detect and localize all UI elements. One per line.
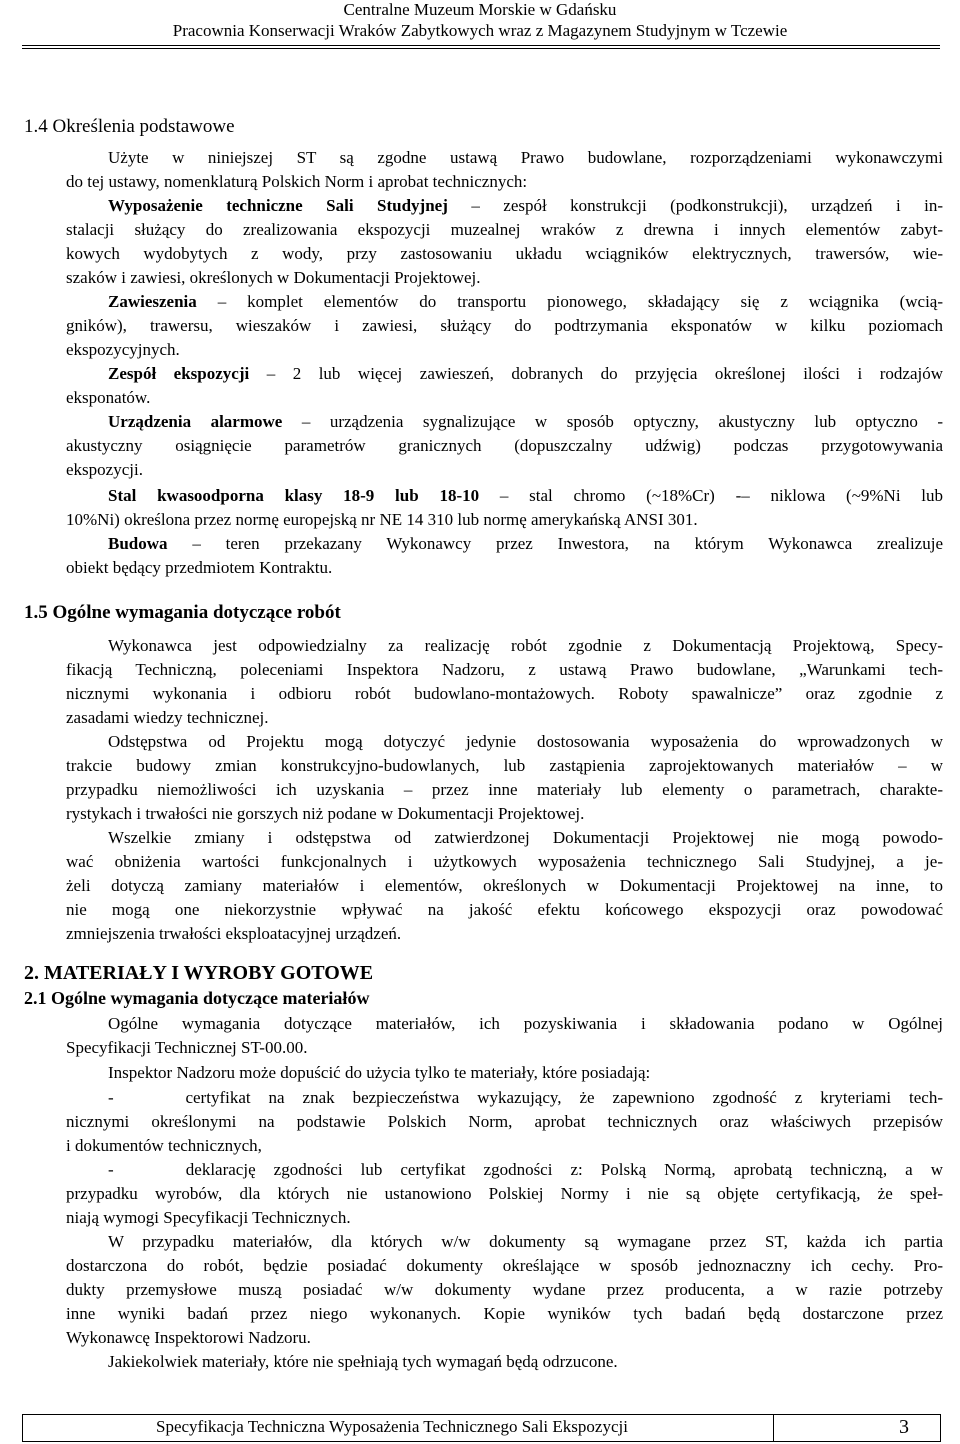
page-number: 3	[899, 1416, 909, 1438]
header-department: Pracownia Konserwacji Wraków Zabytkowych wraz z Magazynem Studyjnym w Tczewie	[172, 21, 788, 40]
text-line: zasadami wiedzy technicznej.	[66, 708, 269, 727]
text-line: obiekt będący przedmiotem Kontraktu.	[66, 558, 333, 577]
definition-line: Urządzenia alarmowe – urządzenia sygnalizujące w sposób optyczny, akustyczny lub optyczno -	[108, 412, 944, 431]
text-line: nicznymi określonymi na podstawie Polskich Norm, aprobat technicznych oraz właściwych przepisów	[66, 1112, 943, 1131]
text-line: Jakiekolwiek materiały, które nie spełniają tych wymagań będą odrzucone.	[108, 1352, 618, 1371]
definition-term: Zespół ekspozycji	[108, 364, 250, 383]
text-line: Wykonawca jest odpowiedzialny za realizację robót zgodnie z Dokumentacją Projektową, Specy-	[108, 636, 943, 655]
header-rule-2	[22, 48, 940, 49]
list-item-line: - deklarację zgodności lub certyfikat zgodności z: Polską Normą, aprobatą techniczną, a w	[108, 1160, 943, 1179]
text-line: i dokumentów technicznych,	[66, 1136, 262, 1155]
text-line: Wykonawcę Inspektorowi Nadzoru.	[66, 1328, 311, 1347]
text-line: akustyczny osiągnięcie parametrów granicznych (dopuszczalny udźwig) podczas przygotowywania	[66, 436, 943, 455]
definition-line: Zawieszenia – komplet elementów do transportu pionowego, składający się z wciągnika (wcią-	[108, 292, 944, 311]
text-line: wać obniżenia wartości funkcjonalnych i użytkowych wyposażenia technicznego Sali Studyjnej, a je-	[66, 852, 943, 871]
text-line: dukty przemysłowe muszą posiadać w/w dokumenty wydane przez producenta, a w razie potrzeby	[66, 1280, 943, 1299]
text-line: przypadku niemożliwości ich uzyskania – przez inne materiały lub elementy o parametrach, charakte-	[66, 780, 943, 799]
definition-term: Wyposażenie techniczne Sali Studyjnej	[108, 196, 448, 215]
text-line: stalacji służący do zrealizowania ekspozycji muzealnej wraków z drewna i innych elementów zabyt-	[66, 220, 943, 239]
text-line: Użyte w niniejszej ST są zgodne ustawą Prawo budowlane, rozporządzeniami wykonawczymi	[108, 148, 943, 167]
text-line: Wszelkie zmiany i odstępstwa od zatwierdzonej Dokumentacji Projektowej nie mogą powodo-	[108, 828, 943, 847]
text-line: żeli dotyczą zamiany materiałów i elementów, określonych w Dokumentacji Projektowej na inne, to	[66, 876, 943, 895]
footer	[22, 1414, 941, 1442]
definition-term: Urządzenia alarmowe	[108, 412, 283, 431]
text-line: Ogólne wymagania dotyczące materiałów, ich pozyskiwania i składowania podano w Ogólnej	[108, 1014, 943, 1033]
text-line: niają wymogi Specyfikacji Technicznych.	[66, 1208, 351, 1227]
text-line: szaków i zawiesi, określonych w Dokumentacji Projektowej.	[66, 268, 481, 287]
footer-divider	[773, 1415, 774, 1441]
text-line: inne wyniki badań przez niego wykonanych. Kopie wyników tych badań będą dostarczone przez	[66, 1304, 943, 1323]
text-line: gników), trawersu, wieszaków i zawiesi, służący do podtrzymania eksponatów w kilku poziomach	[66, 316, 943, 335]
definition-term: Stal kwasoodporna klasy 18-9 lub 18-10	[108, 486, 480, 505]
text-line: ekspozycji.	[66, 460, 143, 479]
text-line: nie mogą one niekorzystnie wpływać na jakość efektu końcowego ekspozycji oraz powodować	[66, 900, 943, 919]
text-line: nicznymi wykonania i odbioru robót budowlano-montażowych. Roboty spawalnicze” oraz zgodnie z	[66, 684, 943, 703]
text-line: eksponatów.	[66, 388, 151, 407]
definition-line: Budowa – teren przekazany Wykonawcy przez Inwestora, na którym Wykonawca zrealizuje	[108, 534, 943, 553]
definition-line: Zespół ekspozycji – 2 lub więcej zawieszeń, dobranych do przyjęcia określonej ilości i rodzajów	[108, 364, 943, 383]
text-line: Odstępstwa od Projektu mogą dotyczyć jedynie dostosowania wyposażenia do wprowadzonych w	[108, 732, 943, 751]
definition-line: Wyposażenie techniczne Sali Studyjnej – zespół konstrukcji (podkonstrukcji), urządzeń i in-	[108, 196, 944, 215]
chapter-heading-2: 2. MATERIAŁY I WYROBY GOTOWE	[24, 962, 374, 984]
text-line: fikacją Techniczną, poleceniami Inspektora Nadzoru, z ustawą Prawo budowlane, „Warunkami tech-	[66, 660, 943, 679]
definition-line: Stal kwasoodporna klasy 18-9 lub 18-10 – stal chromo (~18%Cr) -– niklowa (~9%Ni lub	[108, 486, 944, 505]
definition-term: Zawieszenia	[108, 292, 197, 311]
section-heading-1-5: 1.5 Ogólne wymagania dotyczące robót	[24, 602, 341, 623]
section-heading-1-4: 1.4 Określenia podstawowe	[24, 116, 235, 137]
text-line: przypadku wyrobów, dla których nie ustanowiono Polskiej Normy i nie są objęte certyfikacją, że speł-	[66, 1184, 943, 1203]
definition-term: Budowa	[108, 534, 168, 553]
text-line: Specyfikacji Technicznej ST-00.00.	[66, 1038, 308, 1057]
text-line: kowych wydobytych z wody, przy zastosowaniu układu wciągników elektrycznych, trawersów, wie-	[66, 244, 943, 263]
footer-title: Specyfikacja Techniczna Wyposażenia Technicznego Sali Ekspozycji	[156, 1417, 628, 1436]
text-line: 10%Ni) określona przez normę europejską nr NE 14 310 lub normę amerykańską ANSI 301.	[66, 510, 698, 529]
text-line: do tej ustawy, nomenklaturą Polskich Norm i aprobat technicznych:	[66, 172, 528, 191]
header-rule	[22, 45, 940, 46]
text-line: trakcie budowy zmian konstrukcyjno-budowlanych, lub zastąpienia zaprojektowanych materiałów – w	[66, 756, 943, 775]
section-heading-2-1: 2.1 Ogólne wymagania dotyczące materiałów	[24, 988, 370, 1008]
header-institution: Centralne Muzeum Morskie w Gdańsku	[343, 0, 617, 19]
text-line: dostarczona do robót, będzie posiadać dokumenty określające w sposób jednoznaczny ich cechy. Pro-	[66, 1256, 943, 1275]
text-line: W przypadku materiałów, dla których w/w dokumenty są wymagane przez ST, każda ich partia	[108, 1232, 943, 1251]
text-line: rystykach i trwałości nie gorszych niż podane w Dokumentacji Projektowej.	[66, 804, 585, 823]
text-line: Inspektor Nadzoru może dopuścić do użycia tylko te materiały, które posiadają:	[108, 1063, 651, 1082]
text-line: zmniejszenia trwałości eksploatacyjnej urządzeń.	[66, 924, 402, 943]
text-line: ekspozycyjnych.	[66, 340, 180, 359]
list-item-line: - certyfikat na znak bezpieczeństwa wykazujący, że zapewniono zgodność z kryteriami tech-	[108, 1088, 943, 1107]
